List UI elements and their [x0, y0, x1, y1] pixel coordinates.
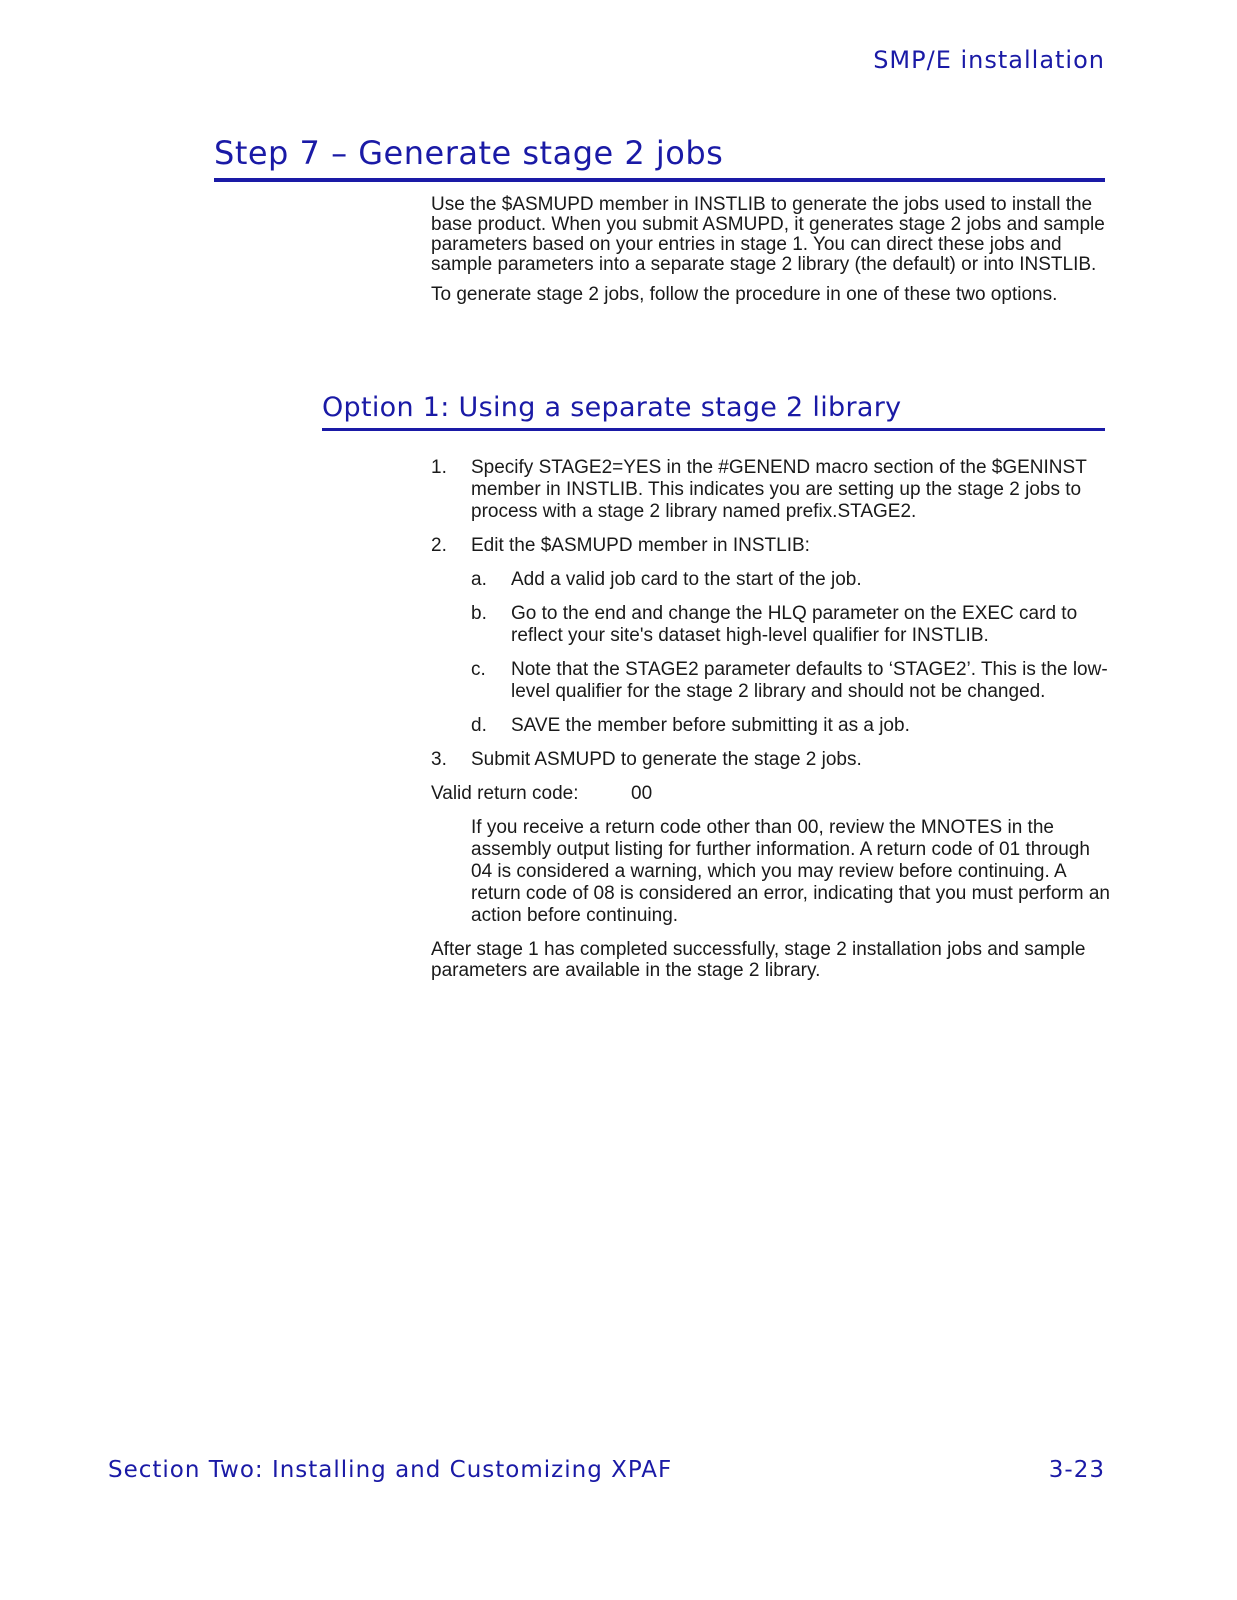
step-text: Edit the $ASMUPD member in INSTLIB: — [471, 535, 810, 556]
intro-section — [431, 195, 1111, 315]
substep-text: Add a valid job card to the start of the job. — [511, 569, 862, 590]
substep-text: Note that the STAGE2 parameter defaults to ‘STAGE2’. This is the low-level qualifier for the stage 2 library and should not be changed. — [511, 659, 1108, 702]
option-title: Option 1: Using a separate stage 2 library — [322, 392, 1105, 431]
substep-item — [471, 715, 1111, 737]
substep-letter: a. — [471, 569, 487, 590]
substep-list — [471, 569, 1111, 737]
return-code-note: If you receive a return code other than 00, review the MNOTES in the assembly output listing for further information. A return code of 01 through 04 is considered a warning, which you may review before continuing. A return code of 08 is considered an error, indicating that you must perform an action before continuing. — [471, 817, 1110, 926]
step-body — [471, 535, 1111, 737]
substep-item — [471, 603, 1111, 647]
step-number: 2. — [431, 535, 447, 556]
step-number: 3. — [431, 749, 447, 770]
substep-letter: b. — [471, 603, 487, 624]
substep-letter: d. — [471, 715, 487, 736]
substep-item — [471, 659, 1111, 703]
intro-paragraph: Use the $ASMUPD member in INSTLIB to generate the jobs used to install the base product. When you submit ASMUPD, it generates stage 2 jobs and sample parameters based on your entries in stage 1. You can direct these jobs and sample parameters into a separate stage 2 library (the default) or into INSTLIB. — [431, 194, 1105, 275]
footer-section-title: Section Two: Installing and Customizing XPAF — [108, 1457, 673, 1483]
after-paragraph: After stage 1 has completed successfully, stage 2 installation jobs and sample parameters are available in the stage 2 library. — [431, 939, 1086, 981]
step-number: 1. — [431, 457, 447, 478]
step-text: Submit ASMUPD to generate the stage 2 jobs. — [471, 749, 862, 770]
substep-text: Go to the end and change the HLQ parameter on the EXEC card to reflect your site's dataset high-level qualifier for INSTLIB. — [511, 603, 1078, 646]
step-item — [431, 457, 1111, 523]
step-text: Specify STAGE2=YES in the #GENEND macro section of the $GENINST member in INSTLIB. This indicates you are setting up the stage 2 jobs to process with a stage 2 library named prefix.STAGE2. — [471, 457, 1087, 522]
return-code-value: 00 — [631, 783, 653, 804]
substep-letter: c. — [471, 659, 486, 680]
page-number: 3-23 — [1048, 1457, 1105, 1483]
substep-text: SAVE the member before submitting it as a job. — [511, 715, 910, 736]
substep-item — [471, 569, 1111, 591]
step-title: Step 7 – Generate stage 2 jobs — [214, 134, 1105, 182]
procedure-steps — [431, 457, 1111, 981]
intro-paragraph: To generate stage 2 jobs, follow the procedure in one of these two options. — [431, 284, 1058, 305]
step-item — [431, 535, 1111, 737]
running-header: SMP/E installation — [873, 46, 1105, 74]
step-item — [431, 749, 1111, 771]
return-code-label: Valid return code: — [431, 783, 579, 804]
return-code-line — [431, 783, 1111, 805]
